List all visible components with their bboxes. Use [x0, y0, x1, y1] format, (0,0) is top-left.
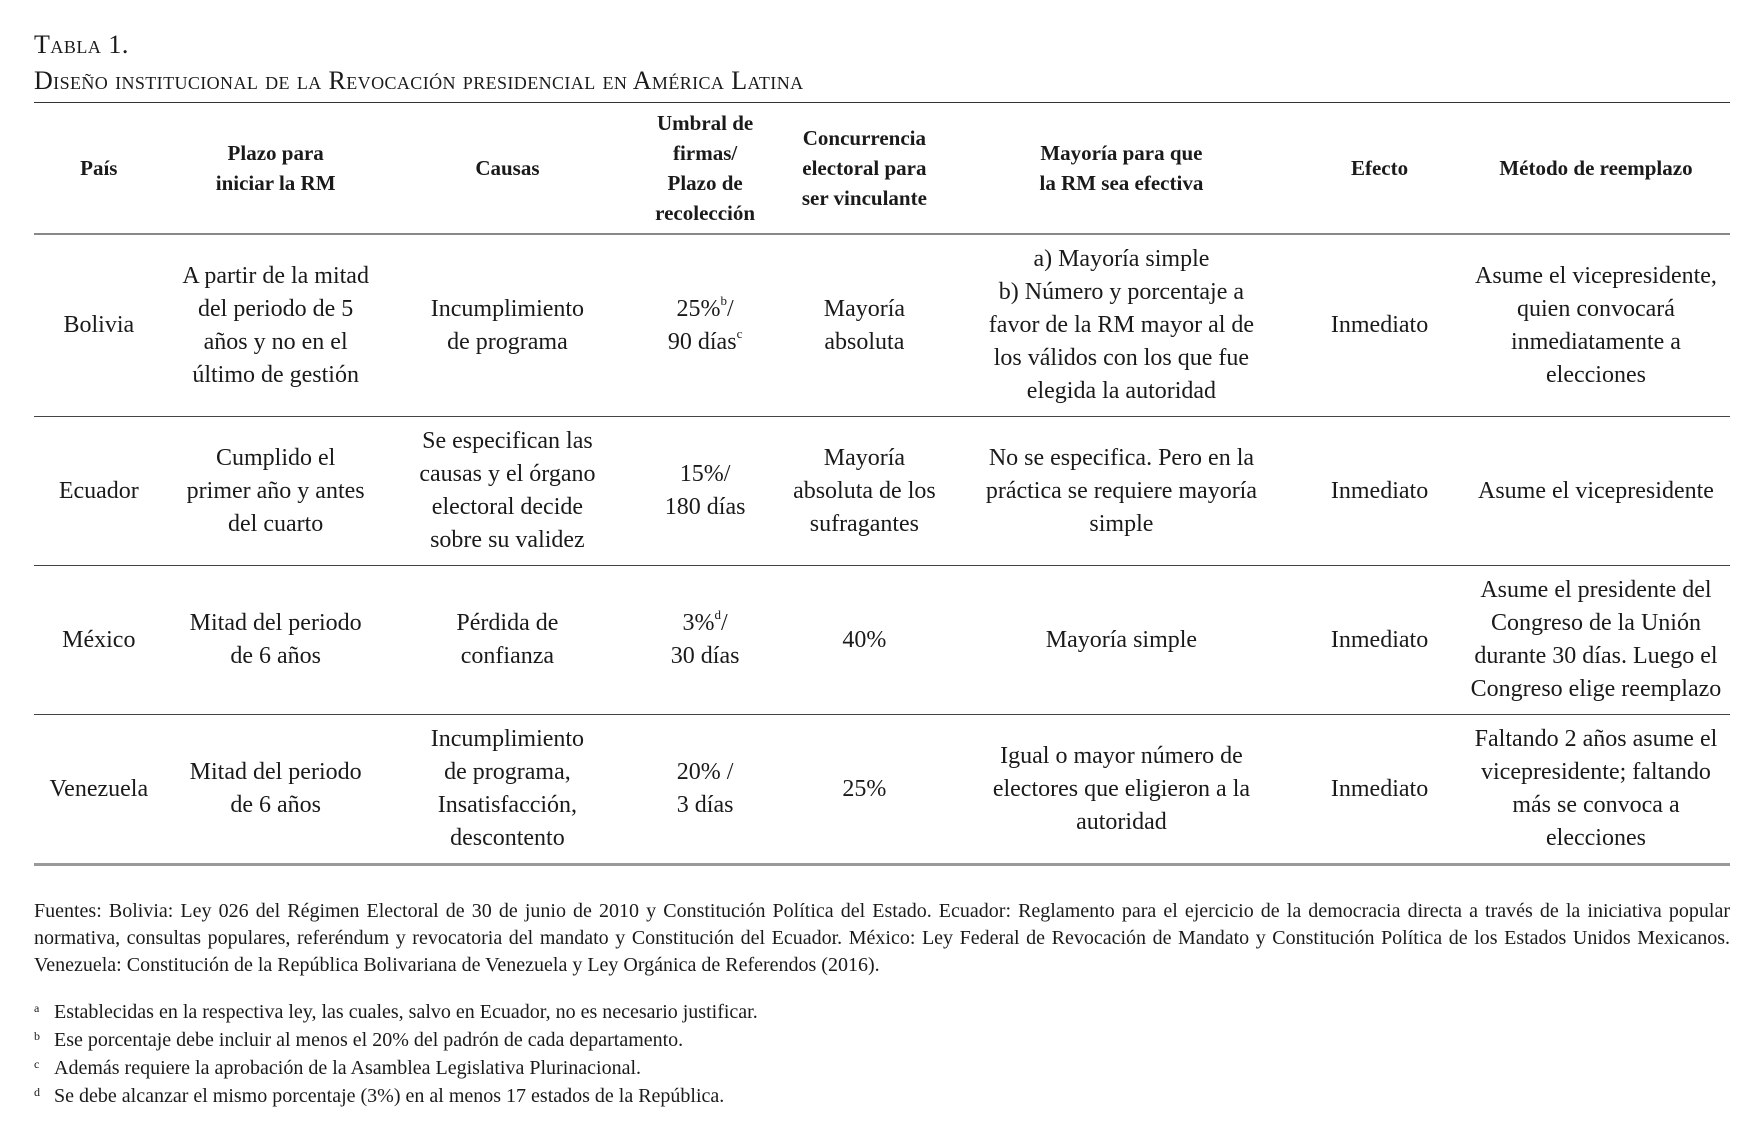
cell-efecto: Inmediato — [1297, 566, 1462, 715]
cell-pais: Venezuela — [49, 775, 149, 802]
cell-pais: México — [34, 566, 164, 715]
cell-efecto: Inmediato — [1297, 417, 1462, 566]
table-label: Tabla 1. — [34, 30, 129, 59]
cell-line: Insatisfacción, — [437, 792, 578, 818]
cell-line: absoluta de los — [793, 477, 936, 504]
cell-line: descontento — [450, 825, 565, 851]
cell-line: elegida la autoridad — [1026, 378, 1217, 404]
footnote-ref: d — [714, 607, 722, 622]
cell-line: Pérdida de — [456, 610, 559, 636]
cell-line: Se especifican las — [422, 428, 593, 454]
cell-line: Asume el vicepresidente, — [1475, 262, 1717, 289]
header-efecto — [1297, 103, 1462, 235]
cell-line: autoridad — [1076, 808, 1167, 835]
cell-concurrencia — [783, 234, 946, 417]
cell-line: b) Número y porcentaje a — [998, 279, 1245, 305]
cell-line: simple — [1089, 510, 1154, 537]
cell-umbral — [627, 417, 783, 566]
cell-line: 25%$^b$/ — [676, 292, 734, 322]
cell-line: 30 días — [670, 643, 740, 669]
cell-line: de 6 años — [230, 643, 321, 669]
cell-plazo — [164, 566, 388, 715]
cell-line: elecciones — [1546, 361, 1646, 388]
footnote-mark: a — [34, 1001, 40, 1015]
cell-mayoria — [946, 417, 1298, 566]
cell-line: sufragantes — [809, 510, 920, 537]
cell-reemplazo — [1462, 566, 1730, 715]
cell-line: ser vinculante — [801, 186, 927, 210]
cell-line: a) Mayoría simple — [1033, 246, 1210, 272]
cell-line: Congreso de la Unión — [1490, 610, 1701, 636]
header-reemplazo — [1462, 103, 1730, 235]
cell-concurrencia — [783, 715, 946, 865]
header-umbral — [627, 103, 783, 235]
table-row-bolivia — [34, 234, 1730, 417]
footnote-mark: c — [34, 1057, 40, 1071]
cell-line: causas y el órgano — [419, 461, 596, 487]
cell-line: electores que eligieron a la — [992, 775, 1251, 802]
header-row — [34, 103, 1730, 235]
footnote-c — [34, 1055, 1730, 1083]
cell-line: firmas/ — [673, 141, 738, 165]
cell-line: Método de reemplazo — [1499, 156, 1693, 180]
header-mayoria — [946, 103, 1298, 235]
cell-line: absoluta — [824, 328, 905, 355]
cell-line: los válidos con los que fue — [993, 345, 1250, 371]
cell-line: más se convoca a elecciones — [1512, 792, 1680, 851]
cell-reemplazo — [1462, 715, 1730, 865]
cell-line: de programa, — [444, 759, 571, 785]
cell-line: sobre su validez — [430, 527, 585, 553]
header-concurrencia — [783, 103, 946, 235]
cell-efecto: Inmediato — [1297, 234, 1462, 417]
cell-umbral — [627, 715, 783, 865]
footnote-ref: b — [720, 292, 728, 308]
cell-umbral — [627, 234, 783, 417]
cell-line: País — [80, 156, 118, 180]
cell-pais: Ecuador — [34, 417, 164, 566]
cell-line: de programa — [447, 328, 568, 355]
cell-line: Faltando 2 años asume el — [1474, 726, 1718, 752]
cell-plazo — [164, 417, 388, 566]
footnote-ref: c — [736, 325, 743, 341]
footnote-mark: d — [34, 1085, 40, 1099]
cell-line: de 6 años — [230, 792, 321, 818]
cell-line: años y no en el — [203, 328, 348, 355]
cell-plazo — [164, 715, 388, 865]
cell-line: Mayoría — [823, 444, 906, 471]
cell-reemplazo — [1462, 417, 1730, 566]
cell-line: primer año y antes — [186, 477, 365, 504]
cell-line: vicepresidente; faltando — [1481, 759, 1711, 785]
cell-line: A partir de la mitad — [182, 262, 369, 289]
table-row-venezuela — [34, 715, 1730, 865]
cell-concurrencia — [783, 417, 946, 566]
header-causas — [388, 103, 627, 235]
cell-line: 180 días — [664, 494, 746, 520]
footnotes — [34, 999, 1730, 1111]
header-pais — [34, 103, 164, 235]
footnote-a — [34, 999, 1730, 1027]
cell-line: 3%$^d$/ — [682, 607, 728, 636]
cell-line: la RM sea efectiva — [1039, 171, 1204, 195]
cell-line: Mitad del periodo — [189, 759, 362, 785]
cell-line: confianza — [460, 643, 555, 669]
cell-line: del periodo de 5 — [198, 295, 354, 322]
cell-line: Efecto — [1350, 156, 1409, 180]
cell-line: quien convocará — [1517, 295, 1675, 322]
cell-line: 3 días — [676, 792, 734, 818]
cell-pais: Bolivia — [34, 234, 164, 417]
cell-line: iniciar la RM — [215, 171, 336, 195]
cell-line: último de gestión — [192, 361, 359, 388]
revocation-design-table — [34, 102, 1730, 866]
cell-reemplazo — [1462, 234, 1730, 417]
cell-line: Cumplido el — [215, 444, 336, 471]
footnote-d — [34, 1083, 1730, 1111]
cell-line: Igual o mayor número de — [1000, 742, 1243, 769]
cell-line: 15%/ — [679, 461, 731, 487]
cell-line: favor de la RM mayor al de — [988, 312, 1255, 338]
cell-plazo — [164, 234, 388, 417]
cell-mayoria — [946, 715, 1298, 865]
footnote-mark: b — [34, 1029, 40, 1043]
cell-line: 20% / — [676, 759, 734, 785]
cell-line: 40% — [842, 626, 887, 653]
cell-causas — [388, 417, 627, 566]
cell-causas — [388, 566, 627, 715]
cell-line: Mayoría simple — [1045, 626, 1198, 653]
cell-line: Concurrencia — [802, 126, 927, 150]
cell-line: práctica se requiere mayoría — [985, 477, 1257, 504]
cell-line: electoral para — [802, 156, 927, 180]
cell-line: del cuarto — [228, 510, 324, 537]
cell-line: No se especifica. Pero en la — [988, 444, 1255, 471]
table-row-mexico — [34, 566, 1730, 715]
document-page — [34, 28, 1730, 1111]
cell-mayoria — [946, 566, 1298, 715]
cell-umbral — [627, 566, 783, 715]
cell-line: Incumplimiento — [430, 726, 585, 752]
cell-causas — [388, 715, 627, 865]
footnote-text: Ese porcentaje debe incluir al menos el 20% del padrón de cada departamento. — [54, 1029, 684, 1051]
cell-line: Plazo de — [667, 171, 743, 195]
cell-line: inmediatamente a — [1511, 328, 1681, 355]
table-title: Diseño institucional de la Revocación presidencial en América Latina — [34, 66, 804, 95]
cell-line: Mayoría para que — [1040, 141, 1203, 165]
cell-line: Causas — [475, 156, 540, 180]
footnote-b — [34, 1027, 1730, 1055]
cell-line: Asume el vicepresidente — [1478, 477, 1714, 504]
header-plazo — [164, 103, 388, 235]
footnote-text: Además requiere la aprobación de la Asamblea Legislativa Plurinacional. — [54, 1057, 642, 1079]
cell-line: durante 30 días. Luego el — [1474, 643, 1718, 669]
cell-causas — [388, 234, 627, 417]
cell-line: Asume el presidente del — [1480, 577, 1712, 603]
cell-line: Congreso elige reemplazo — [1470, 676, 1722, 702]
cell-line: 25% — [842, 775, 887, 802]
cell-line: Umbral de — [657, 111, 754, 135]
cell-efecto: Inmediato — [1330, 775, 1429, 802]
sources-note: Fuentes: Bolivia: Ley 026 del Régimen Electoral de 30 de junio de 2010 y Constitución Política del Estado. Ecuador: Reglamento para el ejercicio de la democracia directa a través de la iniciativa popular normativa, consultas populares, referéndum y revocatoria del mandato y Constitución del Ecuador. México: Ley Federal de Revocación de Mandato y Constitución Política de los Estados Unidos Mexicanos. Venezuela: Constitución de la República Bolivariana de Venezuela y Ley Orgánica de Referendos (2016). — [34, 900, 1730, 976]
cell-line: Mayoría — [823, 295, 906, 322]
cell-concurrencia — [783, 566, 946, 715]
cell-line: recolección — [655, 201, 756, 225]
cell-line: Incumplimiento — [430, 295, 585, 322]
table-row-ecuador — [34, 417, 1730, 566]
cell-line: Plazo para — [227, 141, 324, 165]
footnote-text: Establecidas en la respectiva ley, las cuales, salvo en Ecuador, no es necesario justificar. — [54, 1001, 758, 1023]
cell-line: electoral decide — [431, 494, 584, 520]
footnote-text: Se debe alcanzar el mismo porcentaje (3%) en al menos 17 estados de la República. — [54, 1085, 725, 1107]
cell-line: 90 días$^c$ — [667, 325, 743, 355]
cell-mayoria — [946, 234, 1298, 417]
cell-line: Mitad del periodo — [189, 610, 362, 636]
